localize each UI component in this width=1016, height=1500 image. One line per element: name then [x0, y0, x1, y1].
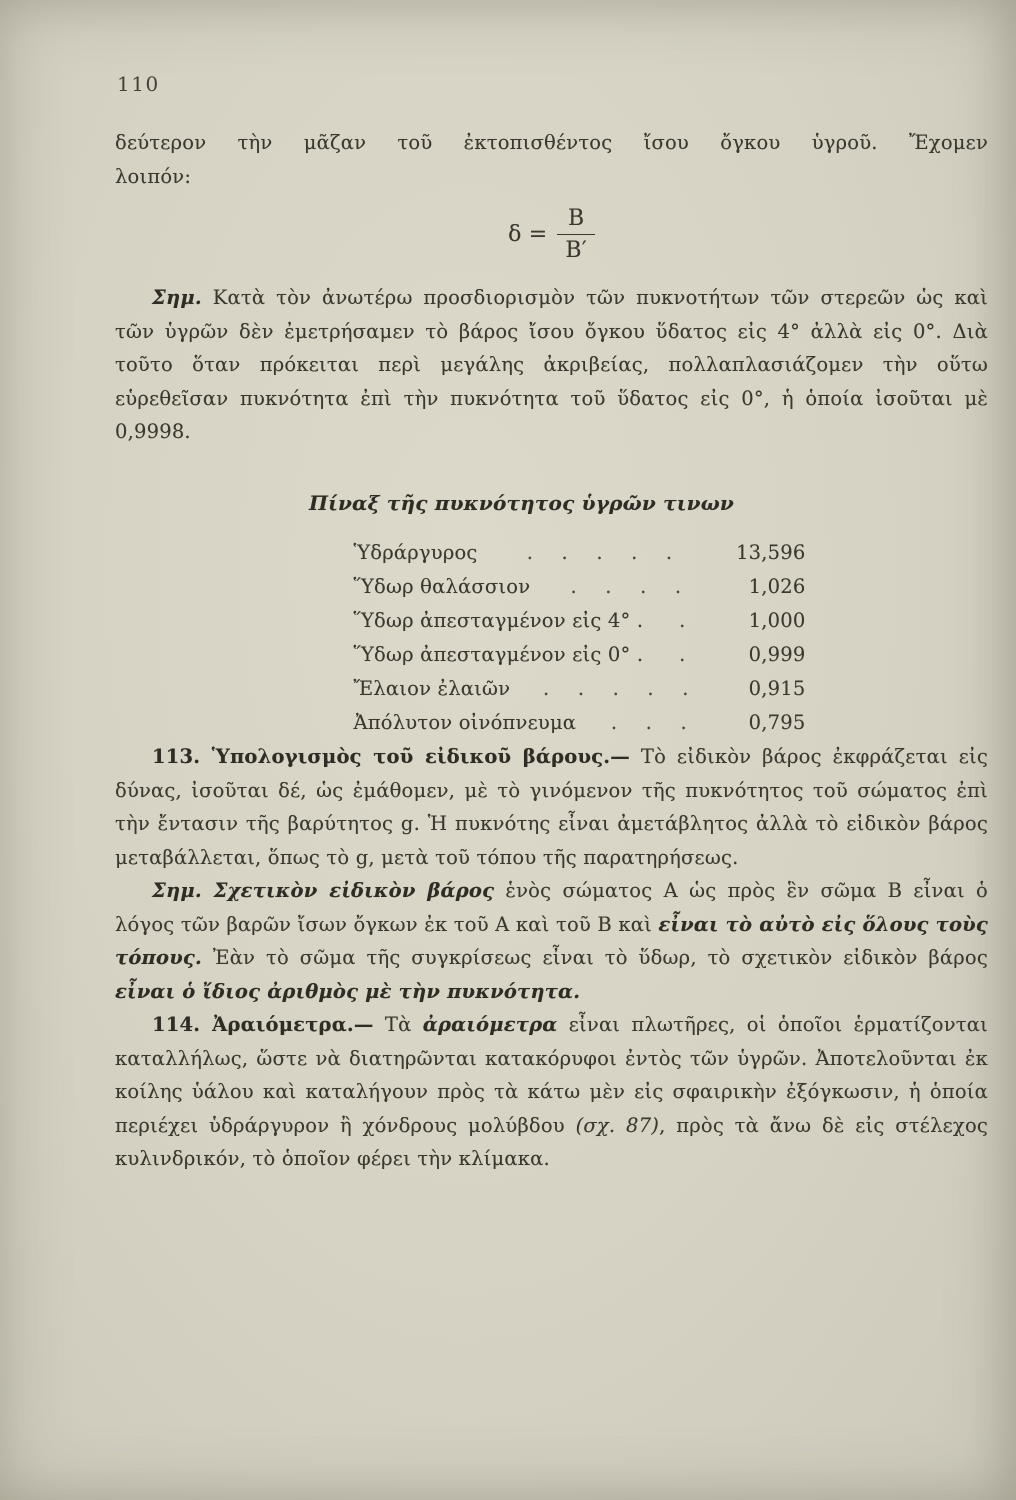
leader-dots: . [679, 609, 686, 632]
density-note-paragraph [115, 281, 988, 449]
relative-weight-note-paragraph [115, 874, 988, 1008]
leader-dots: . . . . [570, 575, 682, 598]
section-114-text-3: , πρὸς τὰ ἄνω δὲ εἰς στέλεχος κυλινδρικόν, τὸ ὁποῖον φέρει τὴν κλίμακα. [115, 1113, 989, 1170]
density-formula [115, 205, 988, 265]
substance-name: Ἀπόλυτον οἰνόπνευμα [353, 711, 577, 734]
substance-name: Ὕδωρ ἀπεσταγμένον εἰς 0° . [353, 643, 644, 666]
substance-name: Ὑδράργυρος [353, 541, 478, 564]
density-value: 13,596 [736, 541, 806, 564]
page-number: 110 [117, 72, 160, 96]
section-114-paragraph [115, 1008, 988, 1176]
fraction-denominator: B′ [557, 234, 595, 265]
density-value: 1,000 [748, 609, 806, 632]
note-body: Κατὰ τὸν ἀνωτέρω προσδιορισμὸν τῶν πυκνοτήτων τῶν στερεῶν ὡς καὶ τῶν ὑγρῶν δὲν ἐμετρήσαμεν τὸ βάρος ἴσου ὄγκου ὕδατος εἰς 4° ἀλλὰ εἰς 0°. Διὰ τοῦτο ὅταν πρόκειται περὶ μεγάλης ἀκριβείας, πολλαπλασιάζομεν τὴν οὕτω εὑρεθεῖσαν πυκνότητα ἐπὶ τὴν πυκνότητα τοῦ ὕδατος εἰς 0°, ἡ ὁποία ἰσοῦται μὲ 0,9998. [115, 286, 988, 443]
substance-name: Ὕδωρ ἀπεσταγμένον εἰς 4° . [353, 609, 644, 632]
section-113-heading: 113. Ὑπολογισμὸς τοῦ εἰδικοῦ βάρους.— [152, 745, 630, 768]
relative-note-text-2: Ἐὰν τὸ σῶμα τῆς συγκρίσεως εἶναι τὸ ὕδωρ, τὸ σχετικὸν εἰδικὸν βάρος [202, 946, 988, 969]
section-114-term: ἀραιόμετρα [422, 1013, 558, 1036]
intro-paragraph [115, 126, 988, 193]
table-row [354, 638, 806, 672]
table-title: Πίναξ τῆς πυκνότητος ὑγρῶν τινων [308, 490, 735, 515]
section-114-text-1: Τὰ [373, 1013, 423, 1036]
intro-line-2: λοιπόν: [115, 164, 192, 188]
note-label: Σημ. [152, 286, 202, 309]
density-value: 0,795 [748, 711, 806, 734]
table-row [354, 604, 806, 638]
table-row [354, 536, 806, 570]
leader-dots: . . . [610, 711, 687, 734]
formula-delta: δ = [508, 222, 548, 248]
leader-dots: . [679, 643, 686, 666]
formula-fraction [557, 205, 595, 265]
density-table [115, 487, 988, 741]
density-value: 0,999 [748, 643, 806, 666]
fraction-numerator: B [567, 206, 585, 231]
section-113-paragraph [115, 740, 988, 874]
table-row [354, 706, 806, 740]
figure-reference: (σχ. 87) [575, 1113, 660, 1137]
section-114-text-2: εἶναι πλωτῆρες, οἱ ὁποῖοι ἑρματίζονται καταλλήλως, ὥστε νὰ διατηρῶνται κατακόρυφοι ἐντὸς τῶν ὑγρῶν. Ἀποτελοῦνται ἐκ κοίλης ὑάλου καὶ καταλήγουν πρὸς τὰ κάτω μὲν εἰς σφαιρικὴν ἐξόγκωσιν, ἡ ὁποία περιέχει ὑδράργυρον ἢ χόνδρους μολύβδου [115, 1013, 989, 1137]
page-content [115, 126, 988, 1176]
substance-name: Ἔλαιον ἐλαιῶν [353, 677, 511, 700]
intro-line-1: δεύτερον τὴν μᾶζαν τοῦ ἐκτοπισθέντος ἴσου ὄγκου ὑγροῦ. Ἔχομεν [115, 131, 988, 154]
relative-note-text-1: ἑνὸς σώματος Α ὡς πρὸς ἓν σῶμα Β εἶναι ὁ λόγος τῶν βαρῶν ἴσων ὄγκων ἐκ τοῦ Α καὶ τοῦ Β καὶ [115, 879, 988, 936]
relative-note-emphasis-1: εἶναι τὸ αὐτὸ εἰς ὅλους τοὺς τόπους. [115, 912, 988, 969]
density-value: 0,915 [748, 677, 806, 700]
leader-dots: . . . . . [543, 677, 689, 700]
table-rows [354, 536, 806, 740]
relative-note-emphasis-2: εἶναι ὁ ἴδιος ἀριθμὸς μὲ τὴν πυκνότητα. [115, 979, 581, 1003]
substance-name: Ὕδωρ θαλάσσιον [353, 575, 531, 598]
density-value: 1,026 [748, 575, 806, 598]
section-113-body: Τὸ εἰδικὸν βάρος ἐκφράζεται εἰς δύνας, ἰσοῦται δέ, ὡς ἐμάθομεν, μὲ τὸ γινόμενον τῆς πυκνότητος τοῦ σώματος ἐπὶ τὴν ἔντασιν τῆς βαρύτητος g. Ἡ πυκνότης εἶναι ἀμετάβλητος ἀλλὰ τὸ εἰδικὸν βάρος μεταβάλλεται, ὅπως τὸ g, μετὰ τοῦ τόπου τῆς παρατηρήσεως. [115, 745, 988, 869]
table-row [354, 672, 806, 706]
leader-dots: . . . . . [526, 541, 673, 564]
relative-note-heading: Σημ. Σχετικὸν εἰδικὸν βάρος [152, 879, 495, 902]
section-114-heading: 114. Ἀραιόμετρα.— [152, 1013, 374, 1036]
table-row [354, 570, 806, 604]
